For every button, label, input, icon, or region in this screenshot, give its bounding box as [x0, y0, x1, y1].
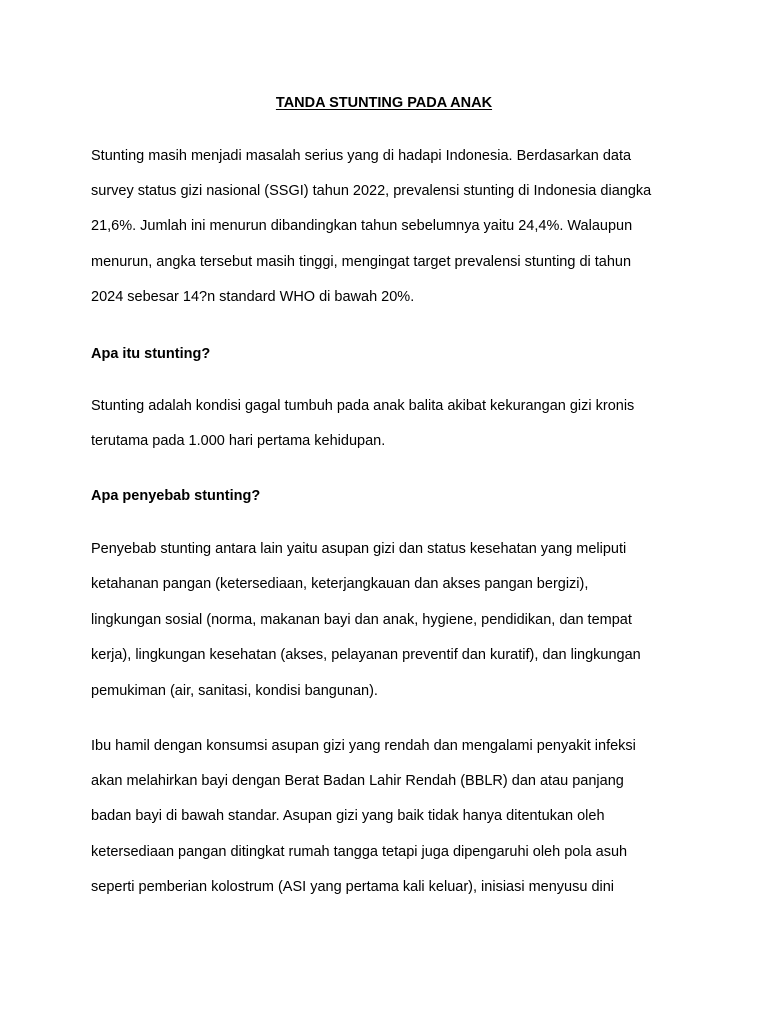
- paragraph-line: Penyebab stunting antara lain yaitu asupan gizi dan status kesehatan yang meliputi: [91, 541, 627, 557]
- paragraph-causes: [91, 532, 691, 709]
- paragraph-line: Stunting adalah kondisi gagal tumbuh pada anak balita akibat kekurangan gizi kronis: [91, 397, 635, 414]
- section-heading-definition: Apa itu stunting?: [91, 346, 211, 362]
- paragraph-line: kerja), lingkungan kesehatan (akses, pelayanan preventif dan kuratif), dan lingkungan: [91, 647, 641, 664]
- document-title: TANDA STUNTING PADA ANAK: [275, 95, 493, 111]
- paragraph-line: seperti pemberian kolostrum (ASI yang pertama kali keluar), inisiasi menyusu dini: [91, 879, 615, 896]
- paragraph-line: ketahanan pangan (ketersediaan, keterjangkauan dan akses pangan bergizi),: [91, 576, 589, 593]
- paragraph-line: badan bayi di bawah standar. Asupan gizi yang baik tidak hanya ditentukan oleh: [91, 808, 605, 825]
- section-heading-causes: Apa penyebab stunting?: [91, 488, 261, 504]
- paragraph-line: ketersediaan pangan ditingkat rumah tangga tetapi juga dipengaruhi oleh pola asuh: [91, 843, 628, 860]
- paragraph-line: Ibu hamil dengan konsumsi asupan gizi yang rendah dan mengalami penyakit infeksi: [91, 737, 636, 754]
- paragraph-definition: [91, 389, 691, 460]
- paragraph-line: terutama pada 1.000 hari pertama kehidupan.: [91, 432, 386, 449]
- paragraph-line: menurun, angka tersebut masih tinggi, mengingat target prevalensi stunting di tahun: [91, 253, 632, 270]
- paragraph-pregnancy-nutrition: [91, 729, 691, 906]
- paragraph-line: pemukiman (air, sanitasi, kondisi bangunan).: [91, 682, 378, 699]
- paragraph-line: akan melahirkan bayi dengan Berat Badan Lahir Rendah (BBLR) dan atau panjang: [91, 772, 624, 789]
- paragraph-line: 2024 sebesar 14?n standard WHO di bawah 20%.: [91, 289, 415, 306]
- paragraph-line: survey status gizi nasional (SSGI) tahun 2022, prevalensi stunting di Indonesia diangka: [91, 182, 652, 199]
- paragraph-line: 21,6%. Jumlah ini menurun dibandingkan tahun sebelumnya yaitu 24,4%. Walaupun: [91, 218, 633, 235]
- paragraph-line: Stunting masih menjadi masalah serius yang di hadapi Indonesia. Berdasarkan data: [91, 147, 632, 164]
- paragraph-prevalence: [91, 139, 691, 316]
- paragraph-line: lingkungan sosial (norma, makanan bayi dan anak, hygiene, pendidikan, dan tempat: [91, 611, 632, 628]
